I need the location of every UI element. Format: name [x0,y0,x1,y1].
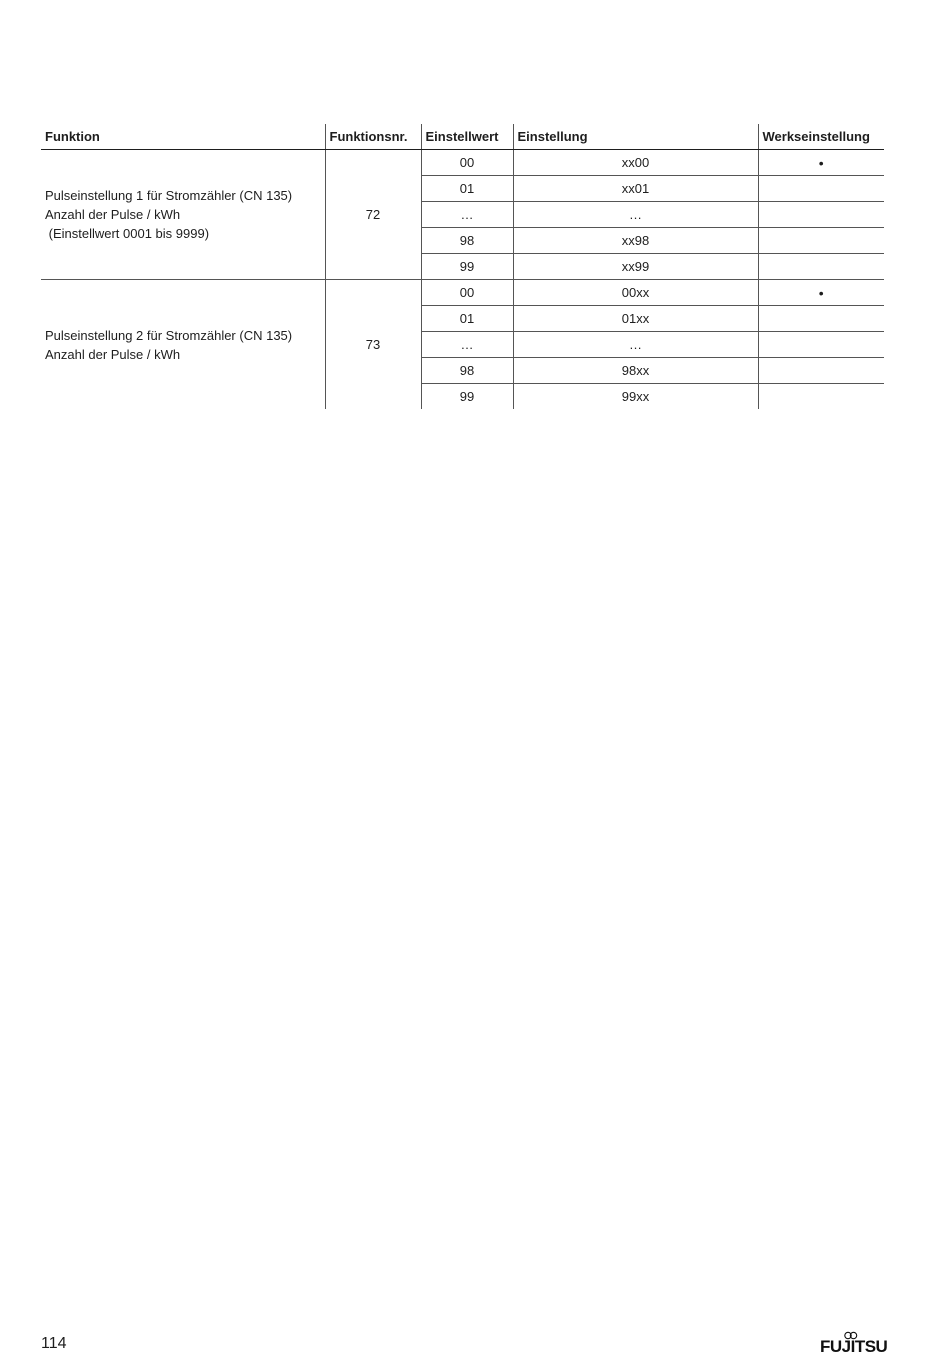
function-cell [41,280,325,410]
header-werkseinstellung: Werkseinstellung [758,124,884,150]
header-funktionsnr: Funktionsnr. [325,124,421,150]
setting-text: 99xx [513,384,758,410]
header-einstellung: Einstellung [513,124,758,150]
default-marker [758,176,884,202]
setting-value: 98 [421,228,513,254]
function-number: 72 [325,150,421,280]
setting-text: … [513,332,758,358]
setting-text: xx00 [513,150,758,176]
table-row [41,150,884,176]
setting-text: 01xx [513,306,758,332]
logo-text: FUJITSU [820,1337,888,1356]
default-marker [758,306,884,332]
function-line: Pulseinstellung 1 für Stromzähler (CN 135) [45,188,293,203]
function-line: Pulseinstellung 2 für Stromzähler (CN 135) [45,327,293,343]
default-marker [758,384,884,410]
setting-value: 99 [421,254,513,280]
table-row [41,280,884,306]
header-einstellwert: Einstellwert [421,124,513,150]
function-cell [41,150,325,280]
default-marker: • [758,280,884,306]
default-marker [758,228,884,254]
setting-text: xx01 [513,176,758,202]
setting-text: 00xx [513,280,758,306]
function-line: Anzahl der Pulse / kWh [45,346,181,362]
setting-text: … [513,202,758,228]
default-marker [758,358,884,384]
setting-value: … [421,332,513,358]
table-header-row [41,124,884,150]
default-marker [758,202,884,228]
default-marker: • [758,150,884,176]
setting-text: xx98 [513,228,758,254]
setting-value: 98 [421,358,513,384]
setting-text: 98xx [513,358,758,384]
function-line: (Einstellwert 0001 bis 9999) [45,226,210,241]
setting-value: 01 [421,306,513,332]
fujitsu-logo [820,1331,888,1357]
default-marker [758,332,884,358]
default-marker [758,254,884,280]
setting-value: … [421,202,513,228]
page-number: 114 [41,1335,67,1352]
setting-value: 01 [421,176,513,202]
setting-value: 99 [421,384,513,410]
setting-value: 00 [421,280,513,306]
setting-value: 00 [421,150,513,176]
function-number: 73 [325,280,421,410]
function-line: Anzahl der Pulse / kWh [45,207,181,222]
setting-text: xx99 [513,254,758,280]
settings-table [41,124,884,409]
header-funktion: Funktion [41,124,325,150]
